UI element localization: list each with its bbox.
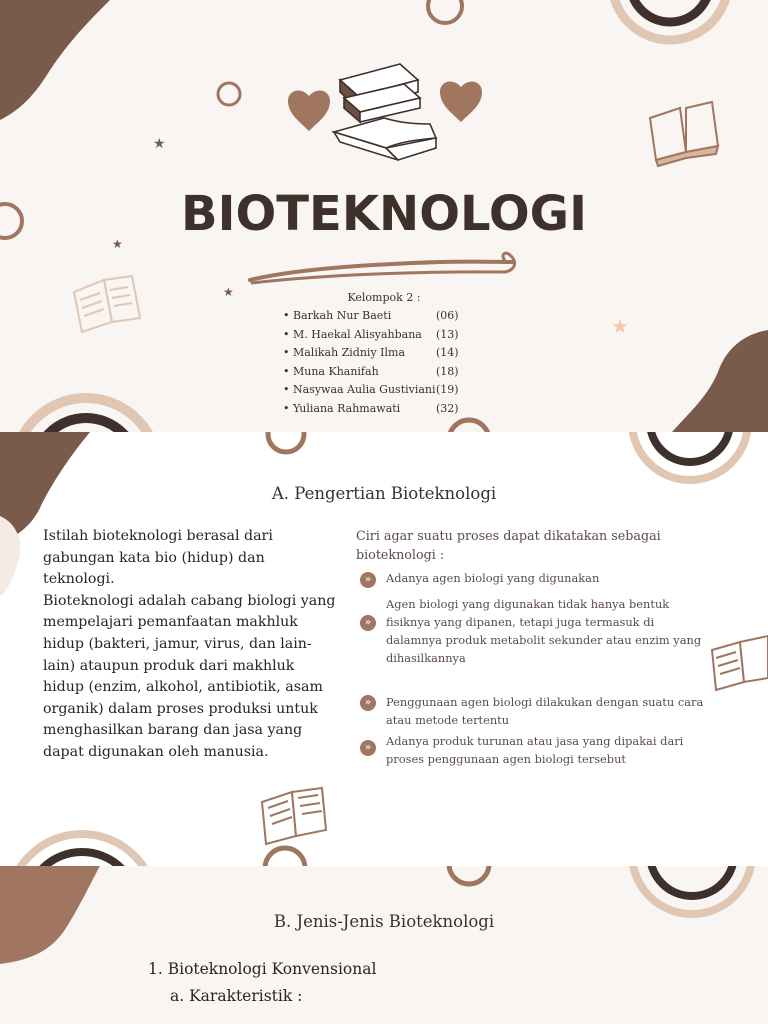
ring-icon <box>265 848 305 866</box>
criteria-intro: Ciri agar suatu proses dapat dikatakan sebagai bioteknologi : <box>356 528 661 562</box>
list-item <box>283 365 483 384</box>
heart-icon <box>288 91 330 131</box>
blob-shape-icon <box>672 330 768 432</box>
rainbow-arch-icon <box>612 0 728 40</box>
ring-icon <box>218 83 240 105</box>
definition-text <box>43 526 339 764</box>
member-number: (18) <box>436 364 459 378</box>
definition-slide <box>0 432 768 866</box>
member-number: (13) <box>436 327 459 341</box>
member-name: • Muna Khanifah <box>283 364 379 378</box>
open-book-icon <box>74 276 140 332</box>
blob-shape-icon <box>0 0 110 120</box>
list-item <box>283 383 483 402</box>
member-list <box>283 309 483 421</box>
heart-icon <box>440 82 482 122</box>
chevron-right-icon: » <box>360 615 376 631</box>
open-book-icon <box>262 788 326 844</box>
star-icon: ★ <box>223 285 234 299</box>
ring-icon <box>428 0 462 23</box>
rainbow-arch-icon <box>8 834 156 866</box>
chevron-right-icon: » <box>360 695 376 711</box>
member-name: • M. Haekal Alisyahbana <box>283 327 422 341</box>
presentation-title: BIOTEKNOLOGI <box>181 186 587 242</box>
ring-icon <box>449 866 489 884</box>
list-item <box>283 402 483 421</box>
member-name: • Malikah Zidniy Ilma <box>283 346 406 360</box>
list-item <box>283 346 483 365</box>
definition-paragraph: Istilah bioteknologi berasal dari gabungan kata bio (hidup) dan teknologi. <box>43 528 273 588</box>
rainbow-arch-icon <box>632 866 752 914</box>
swash-underline-icon <box>252 253 515 283</box>
chevron-right-icon: » <box>360 740 376 756</box>
chevron-right-icon: » <box>360 572 376 588</box>
star-icon: ★ <box>112 237 123 251</box>
member-number: (06) <box>436 309 459 322</box>
section-title: B. Jenis-Jenis Bioteknologi <box>273 912 495 931</box>
definition-paragraph: Bioteknologi adalah cabang biologi yang mempelajari pemanfaatan makhluk hidup (bakteri, jamur, virus, dan lain-lain) ataupun produk dari makhluk hidup (enzim, alkohol, antibiotik, asam organik) dalam proses produksi untuk menghasilkan barang dan jasa yang dapat digunakan oleh manusia. <box>43 592 336 760</box>
star-icon: ★ <box>153 136 166 152</box>
member-name: • Yuliana Rahmawati <box>283 401 401 415</box>
types-slide-decoration <box>0 866 768 1024</box>
criteria-text: Adanya produk turunan atau jasa yang dipakai dari proses penggunaan agen biologi tersebut <box>386 734 684 766</box>
subheading: 1. Bioteknologi Konvensional <box>148 960 377 978</box>
title-slide <box>0 0 768 432</box>
list-item <box>283 328 483 347</box>
member-name: • Nasywaa Aulia Gustiviani <box>283 383 436 397</box>
types-slide <box>0 866 768 1024</box>
ring-icon <box>268 432 304 452</box>
list-item <box>283 309 483 328</box>
member-number: (32) <box>436 401 459 415</box>
rainbow-arch-icon <box>14 398 158 432</box>
group-label: Kelompok 2 : <box>347 291 421 304</box>
member-name: • Barkah Nur Baeti <box>283 309 392 322</box>
ring-icon <box>449 420 489 432</box>
open-book-icon <box>650 102 718 166</box>
open-book-icon <box>712 636 768 690</box>
member-number: (19) <box>436 383 459 397</box>
criteria-text: Penggunaan agen biologi dilakukan dengan suatu cara atau metode tertentu <box>386 695 704 727</box>
star-icon: ★ <box>611 314 629 338</box>
rainbow-arch-icon <box>632 432 748 480</box>
member-number: (14) <box>436 346 459 360</box>
subsubheading: a. Karakteristik : <box>170 987 303 1005</box>
section-title: A. Pengertian Bioteknologi <box>271 484 497 503</box>
criteria-text: Adanya agen biologi yang digunakan <box>386 571 600 585</box>
criteria-text: Agen biologi yang digunakan tidak hanya bentuk fisiknya yang dipanen, tetapi juga termasuk di dalamnya produk metabolit sekunder atau enzim yang dihasilkannya <box>386 597 702 665</box>
books-stack-icon <box>334 64 436 160</box>
